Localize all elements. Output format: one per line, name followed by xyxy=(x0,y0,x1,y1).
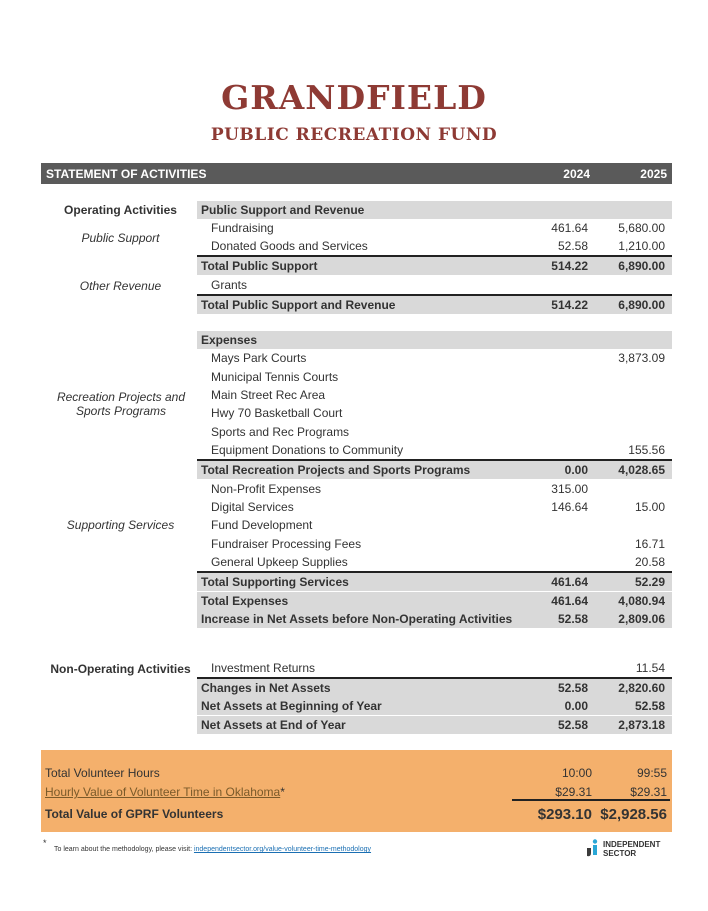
logo-line-2: SECTOR xyxy=(603,849,637,858)
section-recreation-projects: Recreation Projects and Sports Programs xyxy=(56,390,186,418)
row-label: Investment Returns xyxy=(211,661,316,675)
table-row xyxy=(197,659,672,677)
table-row-subtotal xyxy=(197,459,672,479)
row-label: Total Recreation Projects and Sports Programs xyxy=(201,463,471,477)
value-2024: 52.58 xyxy=(557,718,588,732)
table-row xyxy=(197,237,672,255)
logo-line-1: INDEPENDENT xyxy=(603,840,661,849)
table-row xyxy=(197,516,672,534)
footnote-marker: * xyxy=(280,785,285,799)
logo-text xyxy=(603,840,660,858)
table-row xyxy=(197,498,672,516)
volunteer-hours-2025: 99:55 xyxy=(636,766,667,780)
section-non-operating-activities: Non-Operating Activities xyxy=(50,662,191,676)
row-label: Total Expenses xyxy=(201,594,289,608)
table-row xyxy=(197,480,672,498)
value-2025: 15.00 xyxy=(634,500,665,514)
volunteer-rate-2024: $29.31 xyxy=(555,785,592,799)
value-2025: 3,873.09 xyxy=(618,351,665,365)
row-label: Hwy 70 Basketball Court xyxy=(211,406,343,420)
value-2025: 52.58 xyxy=(634,699,665,713)
value-2024: 461.64 xyxy=(551,221,588,235)
table-row xyxy=(197,276,672,294)
value-2024: 461.64 xyxy=(551,594,588,608)
value-2024: 315.00 xyxy=(551,482,588,496)
row-label: Non-Profit Expenses xyxy=(211,482,322,496)
section-public-support: Public Support xyxy=(81,231,160,245)
row-label: Grants xyxy=(211,278,248,292)
table-row xyxy=(197,331,672,349)
table-row xyxy=(197,349,672,367)
row-label: Expenses xyxy=(201,333,258,347)
column-2024: 2024 xyxy=(563,167,590,181)
table-row xyxy=(197,201,672,219)
row-label: Municipal Tennis Courts xyxy=(211,370,339,384)
table-row-total xyxy=(197,294,672,314)
section-supporting-services: Supporting Services xyxy=(66,518,175,532)
footnote-star: * xyxy=(43,838,47,848)
row-label: Main Street Rec Area xyxy=(211,388,326,402)
value-2025: 6,890.00 xyxy=(618,298,665,312)
value-2025: 2,873.18 xyxy=(618,718,665,732)
table-row-subtotal xyxy=(197,255,672,275)
value-2025: 5,680.00 xyxy=(618,221,665,235)
volunteer-total-2024: $293.10 xyxy=(537,806,592,823)
row-label: Equipment Donations to Community xyxy=(211,443,404,457)
volunteer-hours-label: Total Volunteer Hours xyxy=(45,766,160,780)
table-header xyxy=(41,163,672,184)
row-label: Total Supporting Services xyxy=(201,575,349,589)
table-row-total xyxy=(197,716,672,734)
row-label: Fundraising xyxy=(211,221,274,235)
value-2024: 461.64 xyxy=(551,575,588,589)
footnote-text xyxy=(54,846,371,853)
value-2024: 0.00 xyxy=(564,699,588,713)
page-subtitle: PUBLIC RECREATION FUND xyxy=(210,125,498,145)
value-2025: 6,890.00 xyxy=(618,259,665,273)
row-label: Increase in Net Assets before Non-Operating Activities xyxy=(201,612,513,626)
volunteer-summary xyxy=(41,750,672,832)
footnote-prefix: To learn about the methodology, please visit: xyxy=(54,846,194,853)
page-title: GRANDFIELD xyxy=(221,78,487,117)
table-row xyxy=(197,404,672,422)
value-2024: 146.64 xyxy=(551,500,588,514)
value-2024: 52.58 xyxy=(557,612,588,626)
table-row-total xyxy=(197,610,672,628)
value-2025: 11.54 xyxy=(635,661,665,675)
table-row-total xyxy=(197,677,672,697)
value-2025: 20.58 xyxy=(634,555,665,569)
value-2025: 16.71 xyxy=(634,537,665,551)
volunteer-total-2025: $2,928.56 xyxy=(600,806,667,823)
table-row xyxy=(197,553,672,571)
row-label: Digital Services xyxy=(211,500,294,514)
table-row xyxy=(197,219,672,237)
section-other-revenue: Other Revenue xyxy=(79,279,162,293)
independent-sector-icon xyxy=(586,839,600,857)
row-label: Sports and Rec Programs xyxy=(211,425,350,439)
value-2024: 514.22 xyxy=(551,259,588,273)
table-row-subtotal xyxy=(197,571,672,591)
row-label: Donated Goods and Services xyxy=(211,239,368,253)
row-label: Mays Park Courts xyxy=(211,351,307,365)
value-2024: 0.00 xyxy=(564,463,588,477)
volunteer-rate-row xyxy=(45,785,285,799)
table-row xyxy=(197,441,672,459)
value-2025: 1,210.00 xyxy=(618,239,665,253)
volunteer-hours-2024: 10:00 xyxy=(561,766,592,780)
table-row xyxy=(197,535,672,553)
value-2025: 2,809.06 xyxy=(618,612,665,626)
value-2024: 52.58 xyxy=(557,239,588,253)
row-label: Net Assets at Beginning of Year xyxy=(201,699,382,713)
row-label: Total Public Support and Revenue xyxy=(201,298,396,312)
table-header-label: STATEMENT OF ACTIVITIES xyxy=(46,167,207,181)
volunteer-total-label: Total Value of GPRF Volunteers xyxy=(45,807,224,821)
row-label: General Upkeep Supplies xyxy=(211,555,348,569)
row-label: Changes in Net Assets xyxy=(201,681,331,695)
value-2024: 52.58 xyxy=(557,681,588,695)
value-2025: 155.56 xyxy=(628,443,665,457)
table-row xyxy=(197,423,672,441)
row-label: Fund Development xyxy=(211,518,313,532)
value-2025: 52.29 xyxy=(634,575,665,589)
table-row xyxy=(197,386,672,404)
table-row-total xyxy=(197,697,672,715)
column-2025: 2025 xyxy=(640,167,667,181)
methodology-link[interactable]: independentsector.org/value-volunteer-time-methodology xyxy=(193,846,372,853)
row-label: Public Support and Revenue xyxy=(201,203,365,217)
value-2025: 4,080.94 xyxy=(618,594,665,608)
value-2025: 4,028.65 xyxy=(618,463,665,477)
value-2024: 514.22 xyxy=(551,298,588,312)
table-row xyxy=(197,368,672,386)
volunteer-rate-link[interactable]: Hourly Value of Volunteer Time in Oklahoma xyxy=(45,785,281,799)
table-row-total xyxy=(197,592,672,610)
section-operating-activities: Operating Activities xyxy=(64,203,177,217)
row-label: Total Public Support xyxy=(201,259,318,273)
row-label: Fundraiser Processing Fees xyxy=(211,537,362,551)
total-divider xyxy=(512,799,670,801)
volunteer-rate-2025: $29.31 xyxy=(630,785,667,799)
row-label: Net Assets at End of Year xyxy=(201,718,346,732)
value-2025: 2,820.60 xyxy=(618,681,665,695)
